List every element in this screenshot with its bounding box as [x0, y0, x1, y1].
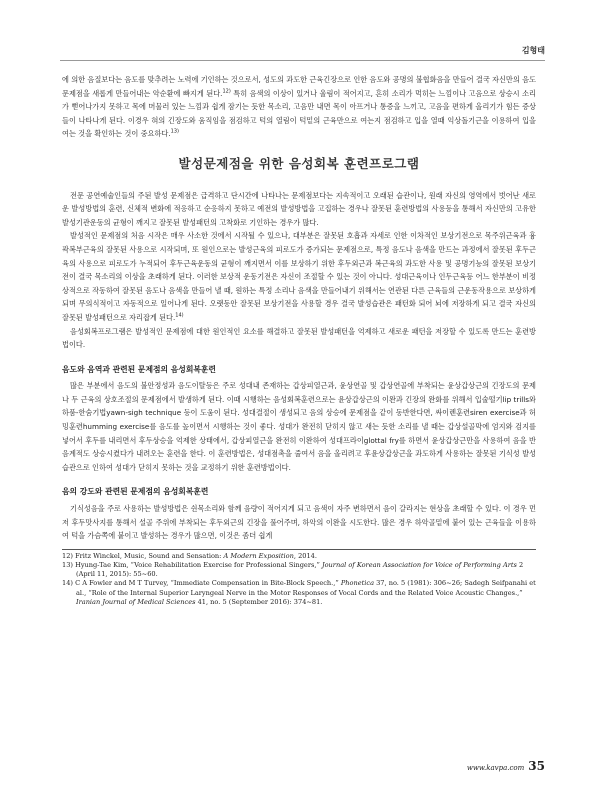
citation-text: 2 (April 11, 2015): 55~60.	[76, 561, 524, 579]
section-title: 발성문제점을 위한 음성회복 훈련프로그램	[178, 155, 420, 171]
footnote-entry	[62, 552, 536, 561]
citation-text: , 2014.	[293, 551, 317, 560]
footnote-ref[interactable]: 14)	[175, 312, 184, 319]
citation-title: Journal of Korean Association for Voice of Performing Arts	[321, 561, 517, 570]
footnote-number: 12)	[62, 551, 73, 560]
subsection-paragraph: 기식성음을 주로 사용하는 발성방법은 쉰목소리와 함께 음량이 적어지게 되고 음색이 자주 변하면서 음이 갈라지는 현상을 초래할 수 있다. 이 경우 먼저 후두맛사지를 통해서 설골 주위에 부착되는 후두외근의 긴장을 풀어주며, 하악의 이완을 시도한다. 많은 경우 하악골밑에 붙어 있는 근육들을 이용하여 턱을 가슴쪽에 붙이고 발성하는 경우가 많으면, 이것은 좀더 쉽게	[62, 504, 536, 541]
footnote-number: 14)	[62, 579, 73, 588]
subsection-paragraph: 많은 부분에서 음도의 불안정성과 음도이탈등은 주로 성대내 존재하는 갑상피열근과, 윤상연골 및 갑상연골에 부착되는 윤상갑상근의 긴장도의 문제나 두 근육의 상호조절의 문제점에서 발생하게 된다. 이때 시행하는 음성회복훈련으로는 윤상갑상근의 이완과 긴장의 완화를 위해서 입술떨기lip trills와 하품-한숨기법yawn-sigh technique 등이 도움이 된다. 성대결절이 생성되고 음의 상승에 문제점을 같이 동반한다면, 싸이렌훈련siren exercise과 허밍훈련humming exercise를 음도를 높이면서 시행하는 것이 좋다. 성대가 완전히 닫히지 않고 새는 듯한 소리를 낼 때는 갑상설골막에 엄지와 검지를 넣어서 후두를 내리면서 후두상승을 억제한 상태에서, 갑상피열근을 완전히 이완하여 성대프라이glottal fry를 하면서 윤상갑상근만을 사용하여 음을 반음계적도 상승시켰다가 내려오는 훈련을 한다. 이 훈련방법은, 성대점촉을 줄여서 음을 올리려고 후윤상갑상근을 과도하게 사용하는 잘못된 기식성 발성습관으로 인하여 성대가 닫히지 못하는 것을 교정하기 위한 훈련방법이다.	[62, 381, 536, 472]
article-body	[62, 73, 536, 607]
paragraph-text: 발성적인 문제점의 처음 시작은 매우 사소한 것에서 시작될 수 있으나, 대부분은 잘못된 호흡과 자세로 인한 이차적인 보상기전으로 목주위근육과 흉곽복부근육의 잘못된 사용으로 시작되며, 또 원인으로는 발성근육의 피로도가 증가되는 문제점으로, 특정 음도나 음색을 만드는 과정에서 잘못된 후두근육의 사용으로 피로도가 누적되어 후두근육운동의 균형이 깨지면서 이를 보상하기 위한 후두외근과 복근육의 과도한 사용 및 공명기능의 잘못된 보상기전이 결국 목소리의 이상을 초래하게 된다. 이러한 보상적 운동기전은 자신이 조절할 수 있는 것이 아니다. 성대근육이나 인두근육등 어느 한부분이 비정상적으로 작동하여 잘못된 음도나 음색을 만들어 낼 때, 원하는 특정 소리나 음색을 만들어내기 위해서는 연관된 다른 근육들의 근운동작용으로 보상하게 되며 무의식적이고 자동적으로 일어나게 된다. 오랫동안 잘못된 보상기전을 사용할 경우 결국 발성습관은 패턴화 되어 뇌에 저장하게 되고 결국 자신의 잘못된 발성패턴으로 자리잡게 된다.	[62, 231, 536, 322]
citation-title: Iranian Journal of Medical Sciences	[76, 597, 196, 606]
citation-text: C A Fowler and M T Turvey, “Immediate Compensation in Bite-Block Speech.,”	[75, 579, 341, 588]
subsection-title: 음도와 음역과 관련된 문제점의 음성회복훈련	[62, 364, 216, 374]
citation-text: 41, no. 5 (September 2016): 374~81.	[195, 597, 323, 606]
journal-website[interactable]: www.kavpa.com	[466, 764, 525, 772]
body-paragraph	[62, 229, 536, 324]
footnotes	[62, 552, 536, 607]
footnote-ref-12[interactable]: 12)	[222, 88, 231, 95]
footnote-entry	[62, 561, 536, 579]
subsection-title: 음의 강도와 관련된 문제점의 음성회복훈련	[62, 487, 209, 497]
paragraph-text: 음성회복프로그램은 발성적인 문제점에 대한 원인적인 요소를 해결하고 잘못된 발성패턴을 억제하고 새로운 패턴을 저장할 수 있도록 만드는 훈련방법이다.	[62, 326, 536, 350]
paragraph-text: 전문 공연예술인들의 주된 발성 문제점은 급격하고 단시간에 나타나는 문제점보다는 지속적이고 오래된 습관이나, 원래 자신의 영역에서 벗어난 새로운 발성방법의 훈련, 신체적 변화에 적응하고 순응하지 못하고 예전의 발성방법을 고집하는 경우나 잘못된 훈련방법의 사용등을 통해서 자신만의 고유한 발성기관운동의 균형이 깨지고 잘못된 발성패턴의 고착화로 기인하는 경우가 많다.	[62, 190, 536, 227]
page-footer	[467, 755, 545, 774]
intro-text-1: 에 의한 음질보다는 음도를 맞추려는 노력에 기인하는 것으로서, 성도의 과도한 근육긴장으로 인한 음도와 공명의 불협화음을 만들어 결국 자신만의 음도 문제점을 새롭게 만들어내는 악순환에 빠지게 된다.	[62, 75, 536, 98]
intro-text-2: 특히 음색의 이상이 있거나 울림이 적어지고, 흔히 소리가 먹히는 느낌이나 고음으로 상승시 소리가 뻗어나가지 못하고 목에 머물러 있는 느낌과 쉽게 잠기는 듯한 목소리, 고음만 내면 목이 아프거나 통증을 느끼고, 고음을 편하게 올리기가 힘든 증상들이 나타나게 된다. 이경우 혀의 긴장도와 움직임을 점검하고 턱의 열림이 턱밑의 근육만으로 여는지 점검하고 입을 열때 익상돌기근을 이용하여 입을 여는 것을 확인하는 것이 중요하다.	[62, 88, 536, 139]
intro-paragraph	[62, 73, 536, 141]
citation-text: Hyung-Tae Kim, “Voice Rehabilitation Exercise for Professional Singers,”	[75, 561, 322, 570]
body-paragraph	[62, 189, 536, 230]
footnote-ref-13[interactable]: 13)	[170, 128, 179, 135]
footnote-number: 13)	[62, 561, 73, 570]
running-header-author: 김형태	[521, 46, 545, 55]
citation-title: A Modern Exposition	[223, 551, 294, 560]
subsections	[62, 363, 536, 543]
citation-text: 37, no. 5 (1981): 306~26; Sadegh Seifpanahi et al., “Role of the Internal Superior Laryngeal Nerve in the Motor Responses of Vocal Cords and the Related Voice Acoustic Changes.,”	[76, 579, 536, 597]
citation-title: Phonetica	[340, 579, 375, 588]
page-number: 35	[528, 759, 545, 773]
section-paragraphs	[62, 189, 536, 352]
body-paragraph	[62, 325, 536, 352]
header-rule	[60, 60, 545, 61]
citation-text: Fritz Winckel, Music, Sound and Sensation:	[75, 551, 224, 560]
footnote-entry	[62, 579, 536, 607]
footnote-rule	[62, 549, 536, 550]
